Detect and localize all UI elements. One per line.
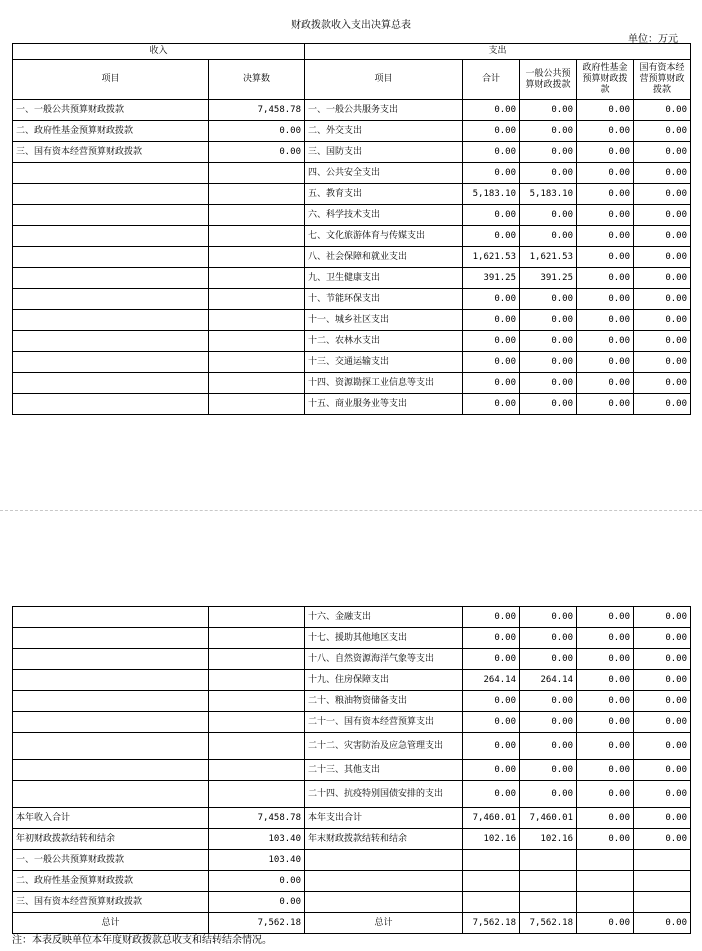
- footnote: 注：本表反映单位本年度财政拨款总收支和结转结余情况。: [12, 935, 272, 946]
- general-budget-cell: 0.00: [520, 691, 577, 712]
- table-row: [13, 184, 691, 205]
- general-budget-cell: 0.00: [520, 205, 577, 226]
- expense-item-cell: 十五、商业服务业等支出: [305, 394, 463, 415]
- income-amount-cell: [209, 226, 305, 247]
- expense-item-cell: 二十、粮油物资储备支出: [305, 691, 463, 712]
- expense-total-cell: 0.00: [463, 781, 520, 808]
- expense-item-cell: 十九、住房保障支出: [305, 670, 463, 691]
- gov-fund-cell: 0.00: [577, 268, 634, 289]
- expense-total-cell: 0.00: [463, 394, 520, 415]
- general-budget-cell: 0.00: [520, 733, 577, 760]
- general-budget-cell: 0.00: [520, 649, 577, 670]
- expense-total-cell: [463, 871, 520, 892]
- general-budget-cell: 1,621.53: [520, 247, 577, 268]
- unit-label: 单位：万元: [628, 34, 678, 45]
- general-budget-cell: 0.00: [520, 352, 577, 373]
- income-amount-cell: 103.40: [209, 829, 305, 850]
- state-capital-cell: 0.00: [634, 829, 691, 850]
- income-amount-cell: [209, 760, 305, 781]
- gov-fund-cell: 0.00: [577, 352, 634, 373]
- expense-item-cell: 一、一般公共服务支出: [305, 100, 463, 121]
- income-amount-cell: [209, 733, 305, 760]
- expense-item-cell: 二十一、国有资本经营预算支出: [305, 712, 463, 733]
- state-capital-cell: 0.00: [634, 142, 691, 163]
- general-budget-cell: 7,460.01: [520, 808, 577, 829]
- expense-total-cell: 0.00: [463, 691, 520, 712]
- table-row: [13, 829, 691, 850]
- expense-total-cell: 7,460.01: [463, 808, 520, 829]
- gov-fund-cell: 0.00: [577, 142, 634, 163]
- general-budget-header: 一般公共预算财政拨款: [520, 60, 577, 100]
- income-amount-cell: [209, 205, 305, 226]
- expense-total-cell: 0.00: [463, 163, 520, 184]
- gov-fund-cell: 0.00: [577, 808, 634, 829]
- expense-item-cell: 五、教育支出: [305, 184, 463, 205]
- table-row: [13, 100, 691, 121]
- gov-fund-cell: 0.00: [577, 184, 634, 205]
- expense-item-cell: 二十三、其他支出: [305, 760, 463, 781]
- income-item-cell: [13, 247, 209, 268]
- income-item-cell: [13, 607, 209, 628]
- table-row: [13, 712, 691, 733]
- expense-item-cell: 十、节能环保支出: [305, 289, 463, 310]
- state-capital-cell: 0.00: [634, 649, 691, 670]
- income-amount-cell: [209, 394, 305, 415]
- state-capital-cell: 0.00: [634, 733, 691, 760]
- income-amount-cell: [209, 691, 305, 712]
- expense-total-cell: 0.00: [463, 373, 520, 394]
- expense-item-cell: 七、文化旅游体育与传媒支出: [305, 226, 463, 247]
- expense-item-cell: 八、社会保障和就业支出: [305, 247, 463, 268]
- expense-item-cell: 九、卫生健康支出: [305, 268, 463, 289]
- table-row: [13, 760, 691, 781]
- expense-item-cell: [305, 892, 463, 913]
- income-item-cell: [13, 394, 209, 415]
- table-row: [13, 808, 691, 829]
- gov-fund-cell: 0.00: [577, 121, 634, 142]
- table-row: [13, 373, 691, 394]
- income-amount-cell: [209, 289, 305, 310]
- state-capital-cell: 0.00: [634, 247, 691, 268]
- table-row: [13, 691, 691, 712]
- income-amount-cell: 7,458.78: [209, 100, 305, 121]
- table-row: [13, 871, 691, 892]
- expense-item-cell: 十四、资源勘探工业信息等支出: [305, 373, 463, 394]
- income-item-cell: [13, 184, 209, 205]
- table-row: [13, 268, 691, 289]
- gov-fund-cell: 0.00: [577, 760, 634, 781]
- income-item-cell: [13, 373, 209, 394]
- table-row: [13, 628, 691, 649]
- gov-fund-cell: 0.00: [577, 712, 634, 733]
- expense-total-cell: 0.00: [463, 205, 520, 226]
- expense-item-cell: 二十四、抗疫特别国债安排的支出: [305, 781, 463, 808]
- state-capital-cell: 0.00: [634, 289, 691, 310]
- table-row: [13, 649, 691, 670]
- expense-total-cell: 102.16: [463, 829, 520, 850]
- income-item-cell: [13, 310, 209, 331]
- general-budget-cell: 0.00: [520, 142, 577, 163]
- expense-total-cell: 0.00: [463, 226, 520, 247]
- gov-fund-cell: 0.00: [577, 691, 634, 712]
- gov-fund-cell: 0.00: [577, 289, 634, 310]
- table-row: [13, 352, 691, 373]
- income-amount-cell: [209, 628, 305, 649]
- expense-total-cell: 0.00: [463, 760, 520, 781]
- general-budget-cell: 0.00: [520, 310, 577, 331]
- income-item-cell: [13, 205, 209, 226]
- income-item-cell: [13, 268, 209, 289]
- expense-header: 支出: [305, 44, 691, 60]
- income-item-cell: [13, 781, 209, 808]
- expense-total-cell: 0.00: [463, 100, 520, 121]
- income-amount-cell: 0.00: [209, 142, 305, 163]
- state-capital-cell: 0.00: [634, 691, 691, 712]
- income-amount-cell: [209, 163, 305, 184]
- gov-fund-cell: 0.00: [577, 394, 634, 415]
- expense-total-cell: 0.00: [463, 628, 520, 649]
- general-budget-cell: 0.00: [520, 289, 577, 310]
- table-row: [13, 121, 691, 142]
- expense-total-cell: 1,621.53: [463, 247, 520, 268]
- state-capital-cell: [634, 871, 691, 892]
- table-row: [13, 226, 691, 247]
- page-divider: [0, 510, 702, 511]
- expense-item-header: 项目: [305, 60, 463, 100]
- gov-fund-cell: 0.00: [577, 205, 634, 226]
- expense-total-cell: 391.25: [463, 268, 520, 289]
- table-row: [13, 781, 691, 808]
- income-item-cell: 本年收入合计: [13, 808, 209, 829]
- income-item-cell: 总计: [13, 913, 209, 934]
- income-amount-cell: [209, 607, 305, 628]
- state-capital-cell: [634, 892, 691, 913]
- table-row: [13, 850, 691, 871]
- general-budget-cell: 0.00: [520, 121, 577, 142]
- income-amount-cell: [209, 331, 305, 352]
- expense-total-cell: [463, 892, 520, 913]
- state-capital-cell: 0.00: [634, 352, 691, 373]
- state-capital-cell: 0.00: [634, 100, 691, 121]
- income-amount-cell: [209, 781, 305, 808]
- general-budget-cell: 0.00: [520, 163, 577, 184]
- expense-total-cell: 0.00: [463, 142, 520, 163]
- income-item-cell: [13, 226, 209, 247]
- general-budget-cell: 102.16: [520, 829, 577, 850]
- table-row: [13, 607, 691, 628]
- income-item-cell: 年初财政拨款结转和结余: [13, 829, 209, 850]
- gov-fund-cell: 0.00: [577, 829, 634, 850]
- expense-item-cell: 二十二、灾害防治及应急管理支出: [305, 733, 463, 760]
- income-item-cell: [13, 331, 209, 352]
- expense-item-cell: 四、公共安全支出: [305, 163, 463, 184]
- state-capital-cell: 0.00: [634, 163, 691, 184]
- expense-total-cell: 0.00: [463, 121, 520, 142]
- state-capital-cell: 0.00: [634, 205, 691, 226]
- expense-item-cell: 十六、金融支出: [305, 607, 463, 628]
- total-header: 合计: [463, 60, 520, 100]
- expense-total-cell: 0.00: [463, 289, 520, 310]
- general-budget-cell: 0.00: [520, 781, 577, 808]
- income-amount-cell: [209, 247, 305, 268]
- state-capital-cell: 0.00: [634, 760, 691, 781]
- income-item-header: 项目: [13, 60, 209, 100]
- general-budget-cell: 0.00: [520, 331, 577, 352]
- expense-item-cell: 总计: [305, 913, 463, 934]
- table-row: [13, 289, 691, 310]
- expense-item-cell: 十三、交通运输支出: [305, 352, 463, 373]
- income-amount-cell: [209, 373, 305, 394]
- general-budget-cell: [520, 892, 577, 913]
- gov-fund-cell: 0.00: [577, 670, 634, 691]
- gov-fund-cell: 0.00: [577, 331, 634, 352]
- income-item-cell: [13, 691, 209, 712]
- state-capital-cell: 0.00: [634, 808, 691, 829]
- expense-item-cell: [305, 871, 463, 892]
- state-capital-cell: 0.00: [634, 670, 691, 691]
- general-budget-cell: 0.00: [520, 607, 577, 628]
- income-amount-cell: 0.00: [209, 871, 305, 892]
- income-amount-cell: 103.40: [209, 850, 305, 871]
- gov-fund-cell: 0.00: [577, 310, 634, 331]
- table-row: [13, 394, 691, 415]
- expense-total-cell: 0.00: [463, 733, 520, 760]
- expense-item-cell: 十八、自然资源海洋气象等支出: [305, 649, 463, 670]
- gov-fund-cell: 0.00: [577, 163, 634, 184]
- general-budget-cell: 0.00: [520, 760, 577, 781]
- gov-fund-cell: 0.00: [577, 373, 634, 394]
- state-capital-cell: 0.00: [634, 373, 691, 394]
- table-row: [13, 331, 691, 352]
- expense-total-cell: 0.00: [463, 712, 520, 733]
- table-row: [13, 247, 691, 268]
- state-capital-cell: 0.00: [634, 781, 691, 808]
- table-title: 财政拨款收入支出决算总表: [291, 20, 411, 31]
- income-amount-cell: [209, 712, 305, 733]
- expense-item-cell: 二、外交支出: [305, 121, 463, 142]
- expense-item-cell: 十七、援助其他地区支出: [305, 628, 463, 649]
- gov-fund-cell: 0.00: [577, 247, 634, 268]
- expense-total-cell: 0.00: [463, 607, 520, 628]
- expense-total-cell: 0.00: [463, 331, 520, 352]
- income-item-cell: [13, 670, 209, 691]
- general-budget-cell: 391.25: [520, 268, 577, 289]
- income-item-cell: 三、国有资本经营预算财政拨款: [13, 142, 209, 163]
- gov-fund-cell: [577, 892, 634, 913]
- state-capital-cell: 0.00: [634, 226, 691, 247]
- income-amount-cell: [209, 268, 305, 289]
- general-budget-cell: 5,183.10: [520, 184, 577, 205]
- table-row: [13, 163, 691, 184]
- income-amount-cell: [209, 184, 305, 205]
- table-row: [13, 733, 691, 760]
- expense-total-cell: 264.14: [463, 670, 520, 691]
- expense-total-cell: 0.00: [463, 310, 520, 331]
- general-budget-cell: 0.00: [520, 394, 577, 415]
- income-item-cell: [13, 352, 209, 373]
- income-amount-cell: [209, 352, 305, 373]
- expense-total-cell: [463, 850, 520, 871]
- income-item-cell: [13, 649, 209, 670]
- budget-table-page2: [12, 606, 691, 934]
- state-capital-cell: 0.00: [634, 268, 691, 289]
- expense-item-cell: 年末财政拨款结转和结余: [305, 829, 463, 850]
- gov-fund-cell: 0.00: [577, 913, 634, 934]
- general-budget-cell: 0.00: [520, 712, 577, 733]
- income-amount-cell: [209, 649, 305, 670]
- gov-fund-cell: 0.00: [577, 649, 634, 670]
- income-item-cell: [13, 712, 209, 733]
- income-item-cell: [13, 163, 209, 184]
- gov-fund-cell: 0.00: [577, 733, 634, 760]
- expense-item-cell: 六、科学技术支出: [305, 205, 463, 226]
- expense-item-cell: 十二、农林水支出: [305, 331, 463, 352]
- income-amount-cell: 7,562.18: [209, 913, 305, 934]
- table-row: [13, 310, 691, 331]
- gov-fund-cell: [577, 850, 634, 871]
- gov-fund-cell: [577, 871, 634, 892]
- income-item-cell: 一、一般公共预算财政拨款: [13, 100, 209, 121]
- income-amount-cell: 7,458.78: [209, 808, 305, 829]
- budget-table-page1: [12, 43, 691, 415]
- state-capital-cell: 0.00: [634, 331, 691, 352]
- general-budget-cell: [520, 871, 577, 892]
- table-row: [13, 142, 691, 163]
- income-amount-cell: [209, 670, 305, 691]
- expense-total-cell: 0.00: [463, 649, 520, 670]
- state-capital-header: 国有资本经营预算财政拨款: [634, 60, 691, 100]
- expense-total-cell: 7,562.18: [463, 913, 520, 934]
- income-header: 收入: [13, 44, 305, 60]
- gov-fund-cell: 0.00: [577, 607, 634, 628]
- expense-item-cell: 本年支出合计: [305, 808, 463, 829]
- expense-item-cell: [305, 850, 463, 871]
- expense-item-cell: 三、国防支出: [305, 142, 463, 163]
- state-capital-cell: 0.00: [634, 121, 691, 142]
- general-budget-cell: 264.14: [520, 670, 577, 691]
- state-capital-cell: 0.00: [634, 913, 691, 934]
- state-capital-cell: 0.00: [634, 310, 691, 331]
- expense-total-cell: 5,183.10: [463, 184, 520, 205]
- state-capital-cell: 0.00: [634, 712, 691, 733]
- income-amount-header: 决算数: [209, 60, 305, 100]
- expense-total-cell: 0.00: [463, 352, 520, 373]
- general-budget-cell: 0.00: [520, 373, 577, 394]
- table-row: [13, 205, 691, 226]
- general-budget-cell: 0.00: [520, 628, 577, 649]
- state-capital-cell: [634, 850, 691, 871]
- state-capital-cell: 0.00: [634, 184, 691, 205]
- gov-fund-header: 政府性基金预算财政拨款: [577, 60, 634, 100]
- income-item-cell: [13, 289, 209, 310]
- income-item-cell: 三、国有资本经营预算财政拨款: [13, 892, 209, 913]
- income-item-cell: 二、政府性基金预算财政拨款: [13, 121, 209, 142]
- gov-fund-cell: 0.00: [577, 781, 634, 808]
- gov-fund-cell: 0.00: [577, 628, 634, 649]
- income-amount-cell: 0.00: [209, 892, 305, 913]
- state-capital-cell: 0.00: [634, 628, 691, 649]
- table-row: [13, 892, 691, 913]
- income-item-cell: [13, 628, 209, 649]
- state-capital-cell: 0.00: [634, 607, 691, 628]
- expense-item-cell: 十一、城乡社区支出: [305, 310, 463, 331]
- table-row: [13, 670, 691, 691]
- gov-fund-cell: 0.00: [577, 226, 634, 247]
- general-budget-cell: 0.00: [520, 100, 577, 121]
- income-item-cell: [13, 760, 209, 781]
- income-item-cell: 二、政府性基金预算财政拨款: [13, 871, 209, 892]
- general-budget-cell: 7,562.18: [520, 913, 577, 934]
- state-capital-cell: 0.00: [634, 394, 691, 415]
- gov-fund-cell: 0.00: [577, 100, 634, 121]
- general-budget-cell: [520, 850, 577, 871]
- general-budget-cell: 0.00: [520, 226, 577, 247]
- income-amount-cell: 0.00: [209, 121, 305, 142]
- income-item-cell: 一、一般公共预算财政拨款: [13, 850, 209, 871]
- income-item-cell: [13, 733, 209, 760]
- income-amount-cell: [209, 310, 305, 331]
